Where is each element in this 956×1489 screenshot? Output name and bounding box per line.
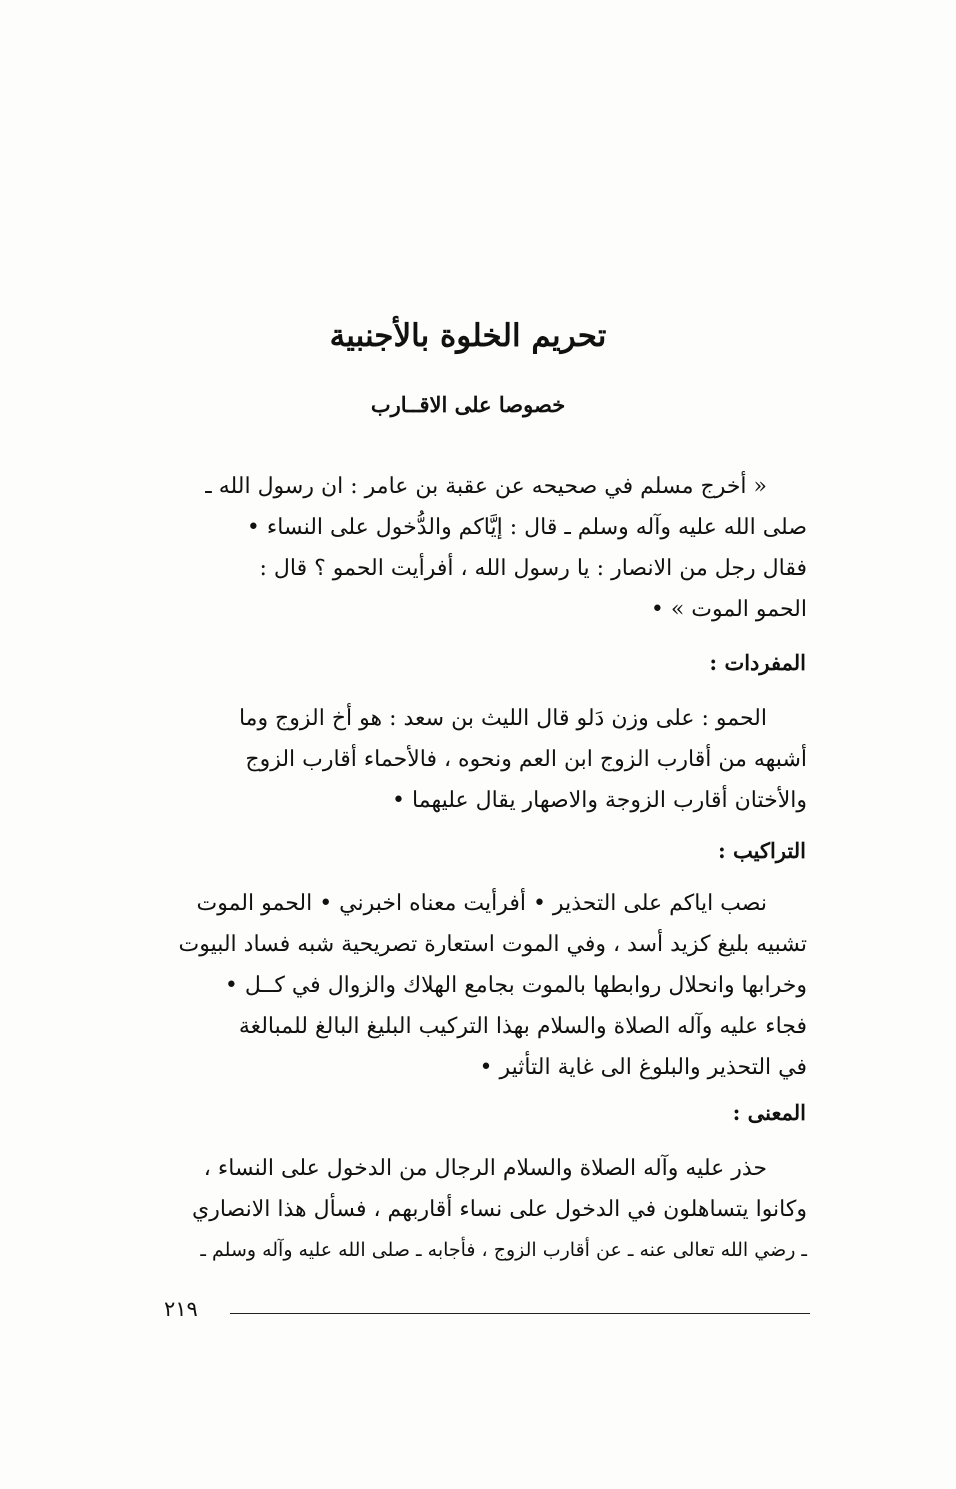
text-line: وخرابها وانحلال روابطها بالموت بجامع الهلاك والزوال في كــل •: [224, 973, 807, 998]
text-line: حذر عليه وآله الصلاة والسلام الرجال من الدخول على النساء ،: [203, 1156, 767, 1181]
text-line: في التحذير والبلوغ الى غاية التأثير •: [479, 1055, 807, 1080]
mufradat-paragraph: [165, 698, 807, 821]
footer-rule: [230, 1313, 810, 1314]
section-heading-mufradat: المفردات :: [709, 650, 806, 675]
text-line: « أخرج مسلم في صحيحه عن عقبة بن عامر : ان رسول الله ـ: [205, 474, 767, 499]
text-line: فجاء عليه وآله الصلاة والسلام بهذا التركيب البليغ البالغ للمبالغة: [238, 1014, 807, 1039]
text-line: وكانوا يتساهلون في الدخول على نساء أقاربهم ، فسأل هذا الانصاري: [191, 1197, 807, 1222]
page-number: ٢١٩: [164, 1297, 198, 1321]
text-line: والأختان أقارب الزوجة والاصهار يقال عليهما •: [392, 788, 807, 813]
text-line: نصب اياكم على التحذير • أفرأيت معناه اخبرني • الحمو الموت: [196, 891, 767, 916]
text-line: فقال رجل من الانصار : يا رسول الله ، أفرأيت الحمو ؟ قال :: [259, 556, 807, 581]
text-line: الحمو الموت » •: [650, 597, 807, 622]
section-heading-mana: المعنى :: [732, 1100, 806, 1125]
tarakib-paragraph: [165, 883, 807, 1088]
text-line: ـ رضي الله تعالى عنه ـ عن أقارب الزوج ، فأجابه ـ صلى الله عليه وآله وسلم ـ: [200, 1239, 807, 1261]
page-title: تحريم الخلوة بالأجنبية: [329, 318, 607, 354]
text-line: الحمو : على وزن دَلو قال الليث بن سعد : هو أخ الزوج وما: [238, 706, 767, 731]
text-line: صلى الله عليه وآله وسلم ـ قال : إيَّاكم والدُّخول على النساء •: [246, 515, 807, 540]
hadith-paragraph: [165, 466, 807, 630]
page-subtitle: خصوصا على الاقــارب: [370, 392, 566, 417]
text-line: أشبهه من أقارب الزوج ابن العم ونحوه ، فالأحماء أقارب الزوج: [245, 747, 807, 772]
section-heading-tarakib: التراكيب :: [717, 838, 806, 863]
mana-paragraph: [165, 1148, 807, 1271]
text-line: تشبيه بليغ كزيد أسد ، وفي الموت استعارة تصريحية شبه فساد البيوت: [178, 932, 807, 957]
